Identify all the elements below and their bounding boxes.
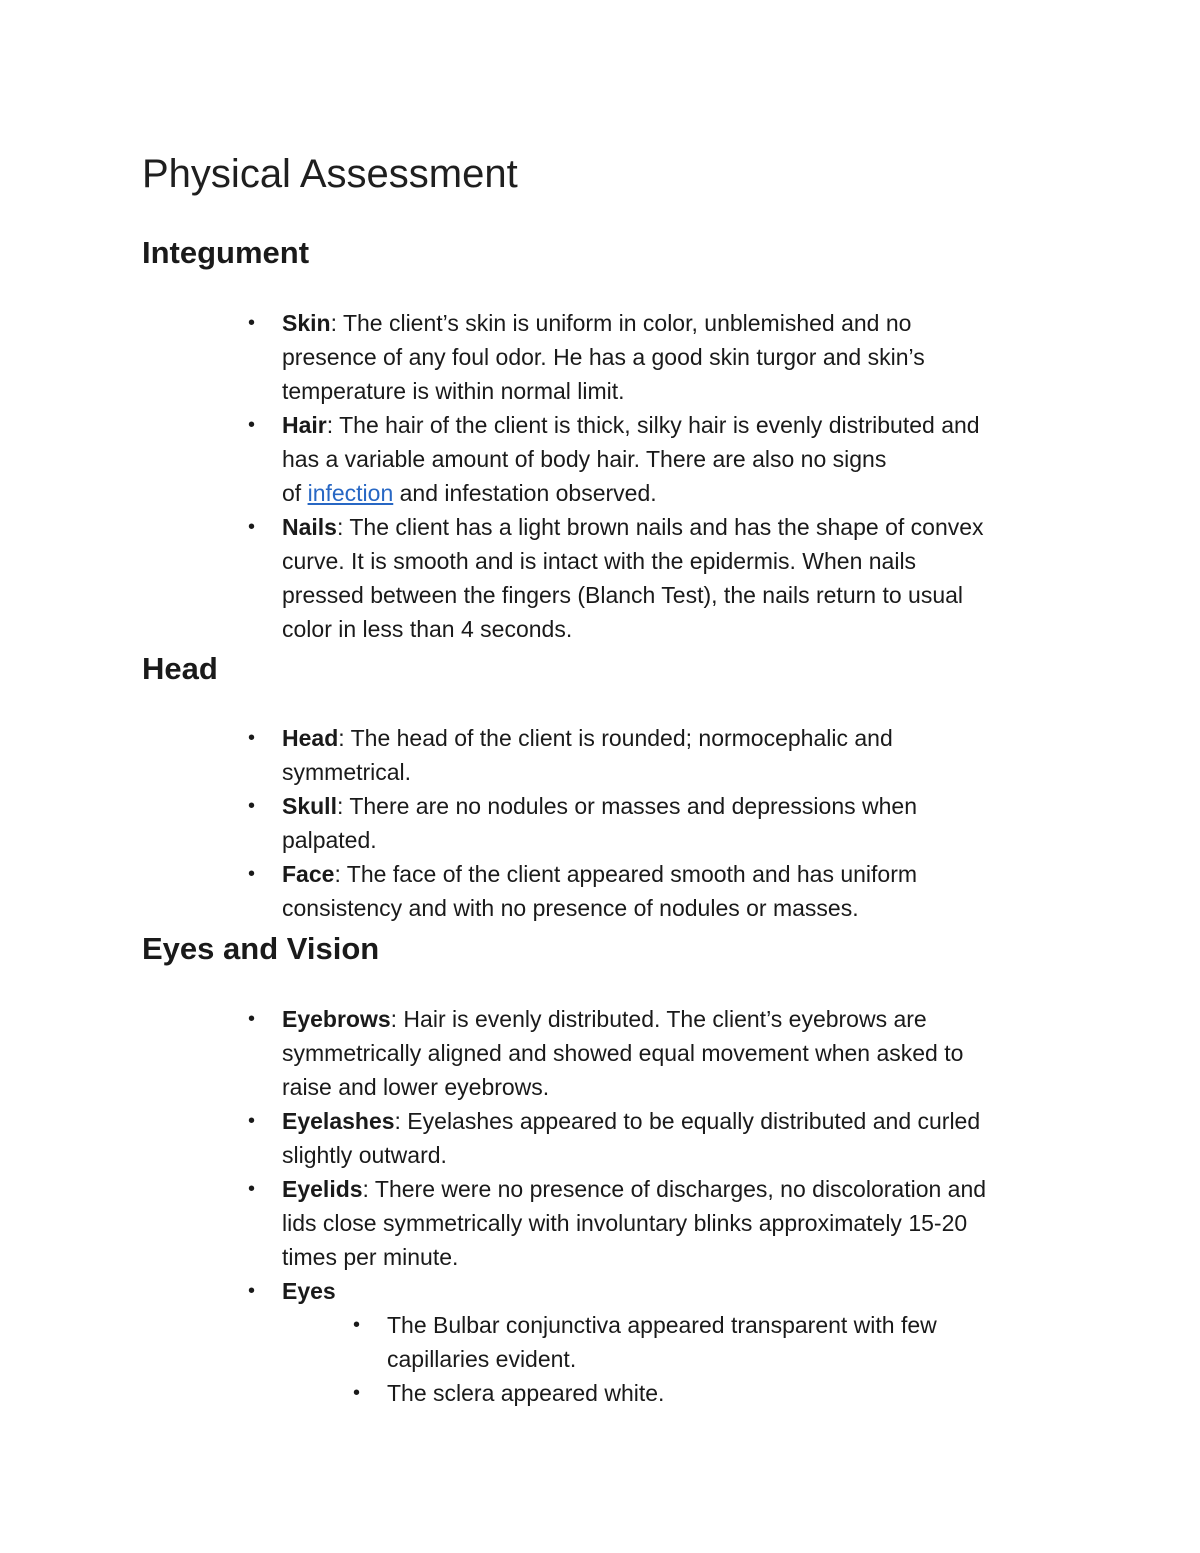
item-text: curve. It is smooth and is intact with the epidermis. When nails [282, 548, 917, 574]
term-label: Eyelids [282, 1176, 363, 1202]
item-text: : The client’s skin is uniform in color, unblemished and no [330, 310, 912, 336]
bullet-icon: • [248, 1008, 256, 1030]
eyes-sub-list [282, 1308, 1072, 1410]
bullet-icon: • [248, 727, 256, 749]
term-label: Hair [282, 412, 327, 438]
item-text: : The hair of the client is thick, silky hair is evenly distributed and [326, 412, 980, 438]
list-item-head [142, 721, 1072, 789]
bullet-icon: • [248, 1280, 256, 1302]
item-text: pressed between the fingers (Blanch Test), the nails return to usual [282, 582, 964, 608]
term-label: Skull [282, 793, 337, 819]
bullet-icon: • [248, 414, 256, 436]
bullet-icon: • [353, 1382, 361, 1404]
item-text: capillaries evident. [387, 1346, 577, 1372]
term-label: Eyebrows [282, 1006, 391, 1032]
item-text: consistency and with no presence of nodules or masses. [282, 895, 859, 921]
list-item-hair [142, 408, 1072, 510]
item-text: : There are no nodules or masses and depressions when [336, 793, 917, 819]
section-heading-eyes-and-vision: Eyes and Vision [142, 931, 380, 966]
item-text: The sclera appeared white. [387, 1380, 665, 1406]
item-text: palpated. [282, 827, 377, 853]
bullet-icon: • [248, 1178, 256, 1200]
item-text: lids close symmetrically with involuntary blinks approximately 15-20 [282, 1210, 968, 1236]
item-text: : Hair is evenly distributed. The client’s eyebrows are [390, 1006, 927, 1032]
list-item-skin [142, 306, 1072, 408]
item-text: of [282, 480, 308, 506]
bullet-icon: • [248, 516, 256, 538]
item-text: : The head of the client is rounded; normocephalic and [338, 725, 893, 751]
item-text: symmetrically aligned and showed equal movement when asked to [282, 1040, 964, 1066]
list-item-skull [142, 789, 1072, 857]
term-label: Face [282, 861, 335, 887]
bullet-icon: • [248, 863, 256, 885]
term-label: Eyelashes [282, 1108, 395, 1134]
bullet-icon: • [248, 1110, 256, 1132]
head-list [142, 721, 1072, 925]
item-text: : There were no presence of discharges, no discoloration and [362, 1176, 987, 1202]
bullet-icon: • [248, 795, 256, 817]
list-item-eyes [142, 1274, 1072, 1410]
term-label: Eyes [282, 1278, 336, 1304]
item-text: color in less than 4 seconds. [282, 616, 573, 642]
item-text: : The face of the client appeared smooth and has uniform [334, 861, 918, 887]
section-heading-head: Head [142, 651, 218, 686]
item-text: and infestation observed. [393, 480, 657, 506]
item-text: raise and lower eyebrows. [282, 1074, 550, 1100]
item-text: The Bulbar conjunctiva appeared transparent with few [387, 1312, 937, 1338]
list-item-nails [142, 510, 1072, 646]
page-title: Physical Assessment [142, 152, 518, 196]
list-item-eyelashes [142, 1104, 1072, 1172]
item-text: temperature is within normal limit. [282, 378, 625, 404]
integument-list [142, 306, 1072, 646]
bullet-icon: • [248, 312, 256, 334]
sub-list-item-sclera [282, 1376, 1072, 1410]
item-text: presence of any foul odor. He has a good skin turgor and skin’s [282, 344, 925, 370]
item-text: : The client has a light brown nails and has the shape of convex [336, 514, 984, 540]
bullet-icon: • [353, 1314, 361, 1336]
section-heading-integument: Integument [142, 235, 310, 270]
item-text: has a variable amount of body hair. There are also no signs [282, 446, 887, 472]
eyes-list [142, 1002, 1072, 1410]
sub-list-item-bulbar [282, 1308, 1072, 1376]
item-text: symmetrical. [282, 759, 412, 785]
list-item-eyelids [142, 1172, 1072, 1274]
list-item-face [142, 857, 1072, 925]
term-label: Nails [282, 514, 337, 540]
item-text: : Eyelashes appeared to be equally distributed and curled [394, 1108, 981, 1134]
infection-link[interactable]: infection [307, 480, 394, 506]
term-label: Skin [282, 310, 331, 336]
list-item-eyebrows [142, 1002, 1072, 1104]
item-text: times per minute. [282, 1244, 459, 1270]
item-text: slightly outward. [282, 1142, 447, 1168]
term-label: Head [282, 725, 339, 751]
